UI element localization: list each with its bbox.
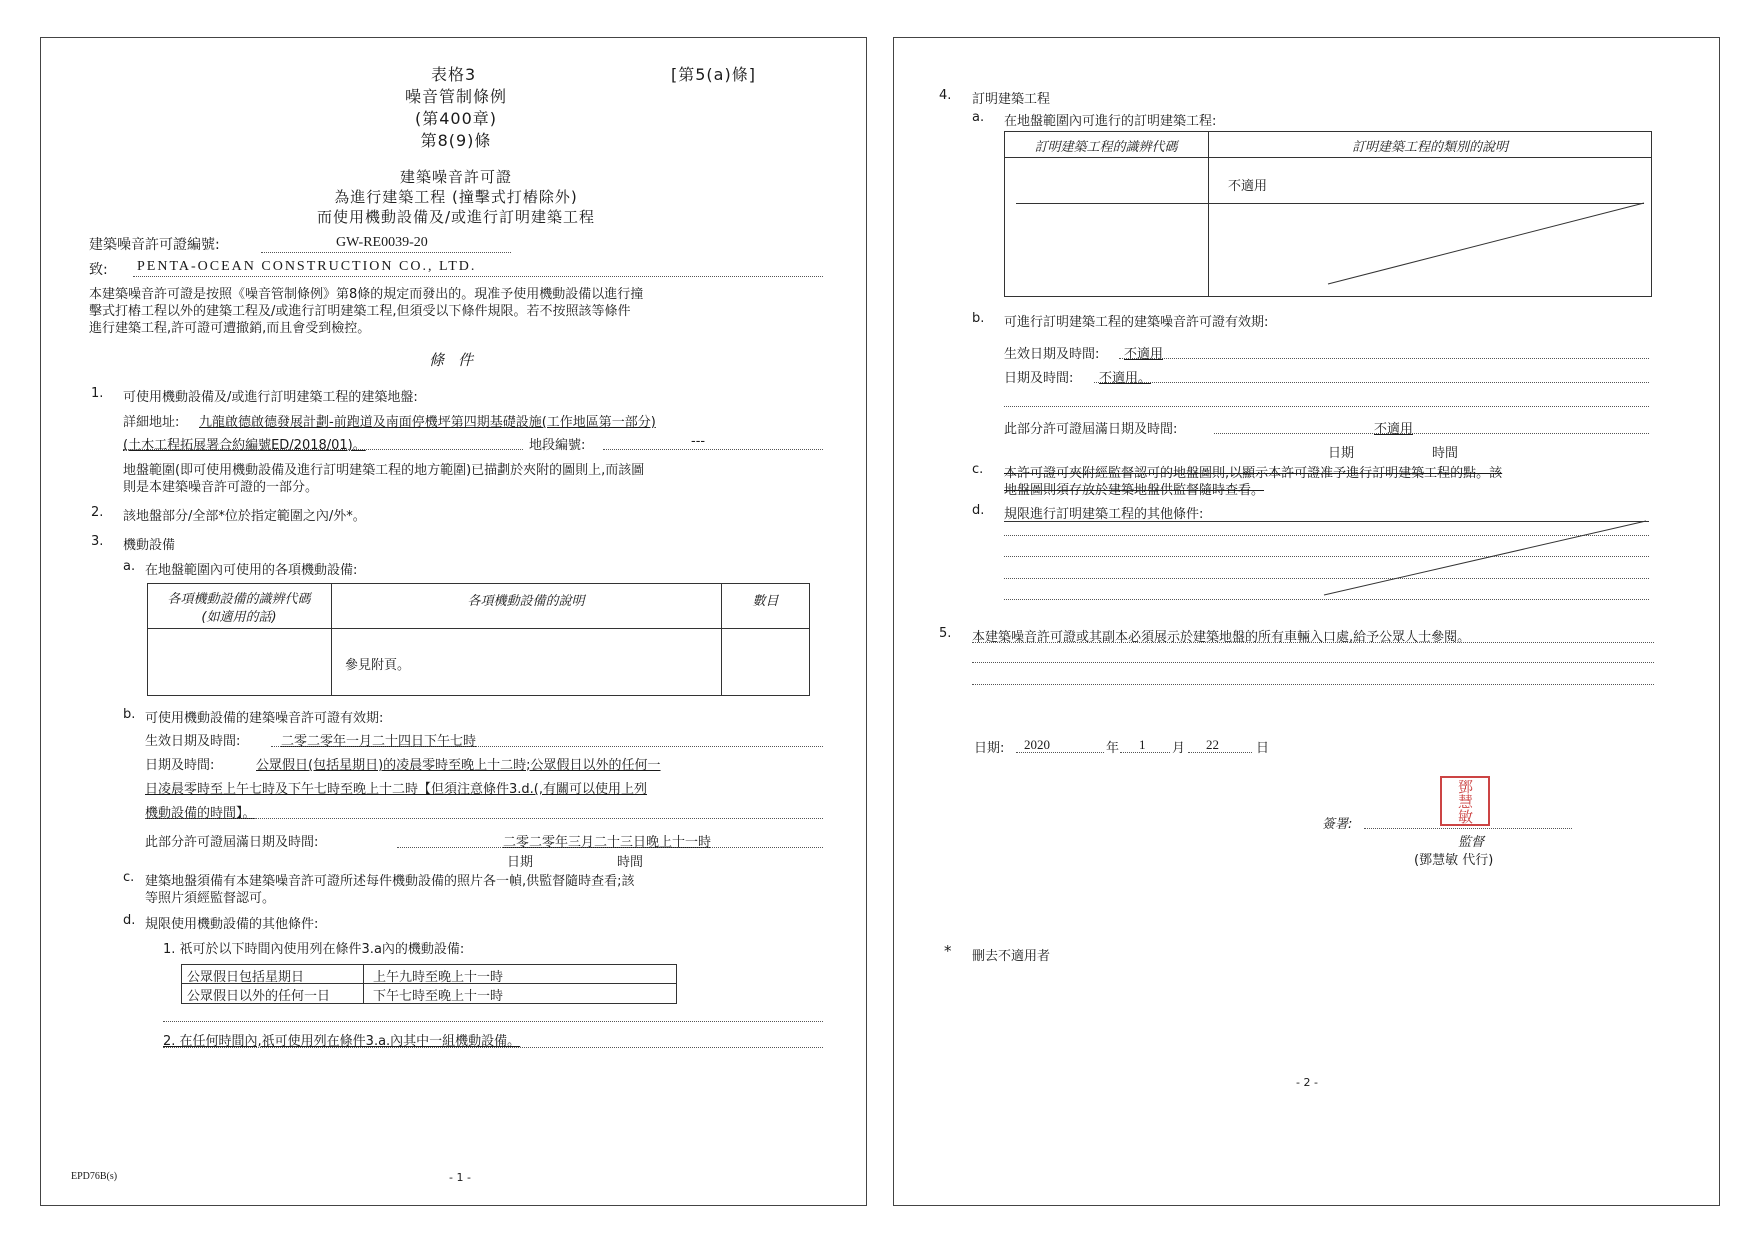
condition-4b-label: b. [972, 311, 985, 326]
permit-title: 建築噪音許可證 [399, 168, 512, 186]
works-not-applicable: 不適用 [1228, 179, 1268, 194]
issue-month-label: 月 [1172, 741, 1186, 756]
condition-4c-line-1: 本許可證可夾附經監督認可的地盤圖則,以顯示本許可證准予進行訂明建築工程的點。該 [1004, 466, 1503, 481]
condition-3d-item-2-line [163, 1047, 823, 1048]
permit-no-line [261, 252, 511, 253]
site-note-line-2: 則是本建築噪音許可證的一部分。 [123, 480, 319, 495]
signatory-title: 監督 [1458, 835, 1485, 850]
works-period-value: 不適用。 [1099, 371, 1152, 386]
condition-2-number: 2. [91, 505, 104, 520]
signature-line [1364, 828, 1572, 829]
condition-4c-label: c. [972, 462, 984, 477]
equipment-period-label: 日期及時間: [145, 758, 215, 773]
contractor-name: PENTA-OCEAN CONSTRUCTION CO., LTD. [137, 259, 477, 274]
condition-3d-item-2: 2. 在任何時間內,祇可使用列在條件3.a.內其中一組機動設備。 [163, 1034, 521, 1049]
condition-5-line-1 [972, 642, 1654, 643]
issue-day: 22 [1206, 737, 1219, 752]
condition-5-text: 本建築噪音許可證或其副本必須展示於建築地盤的所有車輛入口處,給予公眾人士參閱。 [972, 630, 1471, 645]
condition-3d-item-1: 1. 祇可於以下時間內使用列在條件3.a內的機動設備: [163, 942, 465, 957]
equipment-quantity-header: 數目 [752, 594, 779, 609]
signatory-name: (鄧慧敏 代行) [1414, 853, 1494, 868]
equipment-period-line-3: 機動設備的時間】。 [145, 806, 256, 821]
site-address-label: 詳細地址: [123, 415, 180, 430]
works-expiry-value: 不適用 [1374, 422, 1414, 437]
equipment-expiry-time-caption: 時間 [617, 855, 644, 870]
hours-row-1-day: 公眾假日包括星期日 [187, 970, 305, 985]
contractor-line [133, 276, 823, 277]
condition-4d-text: 規限進行訂明建築工程的其他條件: [1004, 507, 1204, 522]
conditions-heading: 條件 [429, 351, 488, 369]
condition-3d-text: 規限使用機動設備的其他條件: [145, 917, 319, 932]
condition-5-line-2 [972, 662, 1654, 663]
official-seal [1440, 776, 1490, 826]
condition-3c-label: c. [123, 870, 135, 885]
condition-5-line-3 [972, 684, 1654, 685]
condition-2-text: 該地盤部分/全部*位於指定範圍之內/外*。 [123, 509, 366, 524]
issue-year: 2020 [1024, 737, 1050, 752]
issue-month-line [1120, 752, 1170, 753]
intro-line-2: 擊式打樁工程以外的建築工程及/或進行訂明建築工程,但須受以下條件規限。若不按照該等條件 [89, 304, 631, 319]
page-number-1: - 1 - [449, 1171, 471, 1184]
lot-no-value: --- [691, 434, 706, 449]
condition-3c-line-1: 建築地盤須備有本建築噪音許可證所述每件機動設備的照片各一幀,供監督隨時查看;該 [145, 874, 635, 889]
equipment-expiry-date-caption: 日期 [507, 855, 534, 870]
equipment-period-line [145, 818, 823, 819]
works-period-label: 日期及時間: [1004, 371, 1074, 386]
hours-row-2-time: 下午七時至晚上十一時 [373, 989, 504, 1004]
condition-3b-text: 可使用機動設備的建築噪音許可證有效期: [145, 711, 384, 726]
intro-line-3: 進行建築工程,許可證可遭撤銷,而且會受到檢控。 [89, 321, 371, 336]
signature-label: 簽署: [1322, 817, 1353, 832]
equipment-expiry-label: 此部分許可證屆滿日期及時間: [145, 835, 319, 850]
site-address-line [123, 449, 523, 450]
equipment-description-header: 各項機動設備的說明 [467, 594, 585, 609]
ordinance-title: 噪音管制條例 [404, 87, 507, 106]
lot-no-line [603, 449, 823, 450]
issue-year-line [1016, 752, 1104, 753]
issue-date-label: 日期: [974, 741, 1005, 756]
works-start-label: 生效日期及時間: [1004, 347, 1100, 362]
equipment-code-header: 各項機動設備的識辨代碼 [167, 592, 311, 607]
permit-no-label: 建築噪音許可證編號: [89, 237, 220, 253]
condition-4a-text: 在地盤範圍內可進行的訂明建築工程: [1004, 114, 1217, 129]
hours-row-2-day: 公眾假日以外的任何一日 [187, 989, 331, 1004]
page-number-2: - 2 - [1296, 1076, 1318, 1089]
equipment-table-header-rule [147, 628, 810, 629]
permit-page-2 [893, 37, 1720, 1206]
works-expiry-label: 此部分許可證屆滿日期及時間: [1004, 422, 1178, 437]
equipment-period-line-2: 日凌晨零時至上午七時及下午七時至晚上十二時【但須注意條件3.d.(,有關可以使用上列 [145, 782, 647, 797]
works-description-header: 訂明建築工程的類別的說明 [1351, 140, 1508, 155]
condition-4d-strike-diagonal [894, 38, 1721, 638]
permit-page-1 [40, 37, 867, 1206]
operating-hours-divider [363, 964, 364, 1004]
works-expiry-date-caption: 日期 [1328, 446, 1355, 461]
condition-4-number: 4. [939, 88, 952, 103]
to-label: 致: [89, 262, 108, 278]
condition-4b-text: 可進行訂明建築工程的建築噪音許可證有效期: [1004, 315, 1269, 330]
section-number: 第8(9)條 [420, 131, 492, 150]
equipment-see-attached: 參見附頁。 [345, 658, 411, 673]
issue-year-label: 年 [1106, 741, 1120, 756]
condition-3-text: 機動設備 [123, 538, 176, 553]
condition-4c-line-2: 地盤圖則須存放於建築地盤供監督隨時查看。 [1004, 483, 1265, 498]
footnote-text: 刪去不適用者 [972, 949, 1051, 964]
condition-3c-line-2: 等照片須經監督認可。 [145, 891, 276, 906]
condition-3d-label: d. [123, 913, 136, 928]
equipment-start-line [271, 746, 823, 747]
permit-subtitle-2: 而使用機動設備及/或進行訂明建築工程 [316, 208, 596, 226]
condition-3d-blank-line [163, 1021, 823, 1022]
condition-4-text: 訂明建築工程 [972, 92, 1051, 107]
condition-1-number: 1. [91, 386, 104, 401]
lot-no-label: 地段編號: [529, 438, 586, 453]
equipment-expiry-line [397, 847, 823, 848]
chapter-number: (第400章) [414, 109, 498, 128]
section-reference: [第5(a)條] [671, 65, 756, 84]
site-address-line-2: (土木工程拓展署合約編號ED/2018/01)。 [123, 438, 366, 453]
equipment-period-line-1: 公眾假日(包括星期日)的凌晨零時至晚上十二時;公眾假日以外的任何一 [256, 758, 661, 773]
condition-3a-text: 在地盤範圍內可使用的各項機動設備: [145, 563, 358, 578]
form-number: 表格3 [431, 65, 477, 84]
permit-subtitle-1: 為進行建築工程 (撞擊式打樁除外) [334, 188, 578, 206]
equipment-start-value: 二零二零年一月二十四日下午七時 [281, 734, 477, 749]
works-expiry-time-caption: 時間 [1432, 446, 1459, 461]
equipment-code-header-note: (如適用的話) [201, 610, 277, 625]
equipment-start-label: 生效日期及時間: [145, 734, 241, 749]
hours-row-1-time: 上午九時至晚上十一時 [373, 970, 504, 985]
site-note-line-1: 地盤範圍(即可使用機動設備及進行訂明建築工程的地方範圍)已描劃於夾附的圖則上,而該圖 [123, 463, 645, 478]
works-code-header: 訂明建築工程的識辨代碼 [1034, 140, 1178, 155]
condition-5-number: 5. [939, 626, 952, 641]
issue-day-line [1188, 752, 1252, 753]
intro-line-1: 本建築噪音許可證是按照《噪音管制條例》第8條的規定而發出的。現准予使用機動設備以進行撞 [89, 287, 644, 302]
site-address-line-1: 九龍啟德啟德發展計劃-前跑道及南面停機坪第四期基礎設施(工作地區第一部分) [199, 415, 656, 430]
condition-3a-label: a. [123, 559, 136, 574]
condition-3-number: 3. [91, 534, 104, 549]
permit-no-value: GW-RE0039-20 [336, 235, 428, 250]
issue-month: 1 [1139, 737, 1146, 752]
works-start-value: 不適用 [1124, 347, 1164, 362]
footnote-mark: * [944, 942, 952, 960]
condition-1-text: 可使用機動設備及/或進行訂明建築工程的建築地盤: [123, 390, 418, 405]
condition-4d-label: d. [972, 503, 985, 518]
issue-day-label: 日 [1256, 741, 1270, 756]
condition-3b-label: b. [123, 707, 136, 722]
condition-4a-label: a. [972, 110, 985, 125]
seal-text: 鄧慧敏 [1456, 778, 1474, 824]
equipment-expiry-value: 二零二零年三月二十三日晚上十一時 [503, 835, 712, 850]
form-code: EPD76B(s) [71, 1171, 118, 1182]
